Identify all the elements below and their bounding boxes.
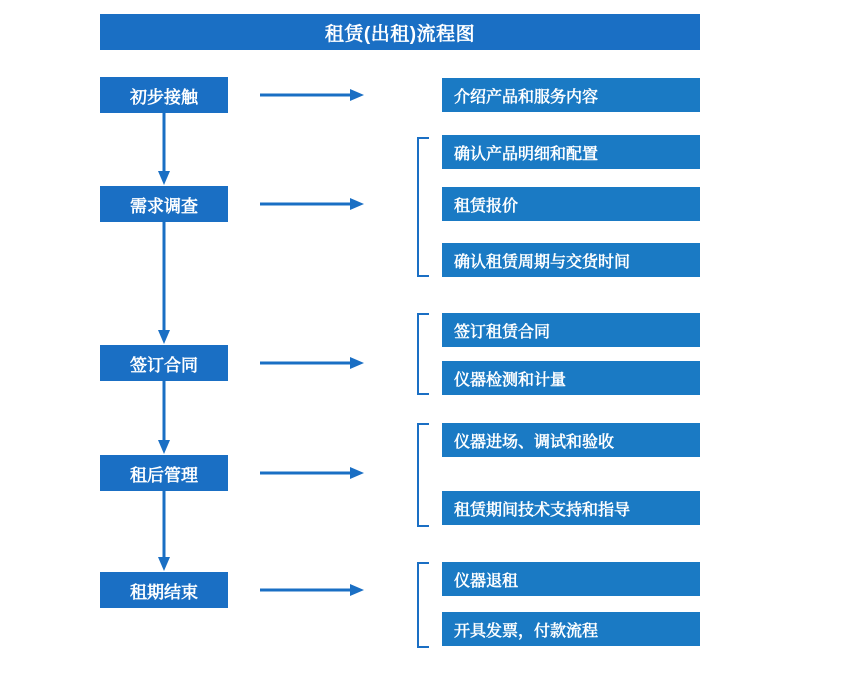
stage-box-5[interactable]: 租期结束 [100,572,228,608]
stage-box-4[interactable]: 租后管理 [100,455,228,491]
task-box-4[interactable]: 确认租赁周期与交货时间 [442,243,700,277]
stage-box-3[interactable]: 签订合同 [100,345,228,381]
right-arrow-icon-1 [260,88,365,102]
task-box-7[interactable]: 仪器进场、调试和验收 [442,423,700,457]
task-box-2[interactable]: 确认产品明细和配置 [442,135,700,169]
task-box-5[interactable]: 签订租赁合同 [442,313,700,347]
right-arrow-icon-5 [260,583,365,597]
down-arrow-icon-4 [157,491,171,572]
task-box-8[interactable]: 租赁期间技术支持和指导 [442,491,700,525]
task-box-1[interactable]: 介绍产品和服务内容 [442,78,700,112]
group-bracket-icon-2 [417,137,429,277]
right-arrow-icon-3 [260,356,365,370]
stage-box-2[interactable]: 需求调查 [100,186,228,222]
group-bracket-icon-4 [417,423,429,527]
task-box-6[interactable]: 仪器检测和计量 [442,361,700,395]
stage-box-1[interactable]: 初步接触 [100,77,228,113]
right-arrow-icon-2 [260,197,365,211]
right-arrow-icon-4 [260,466,365,480]
page-title: 租赁(出租)流程图 [100,14,700,50]
task-box-3[interactable]: 租赁报价 [442,187,700,221]
group-bracket-icon-5 [417,562,429,648]
task-box-10[interactable]: 开具发票，付款流程 [442,612,700,646]
task-box-9[interactable]: 仪器退租 [442,562,700,596]
down-arrow-icon-2 [157,222,171,345]
down-arrow-icon-1 [157,113,171,186]
down-arrow-icon-3 [157,381,171,455]
group-bracket-icon-3 [417,313,429,395]
